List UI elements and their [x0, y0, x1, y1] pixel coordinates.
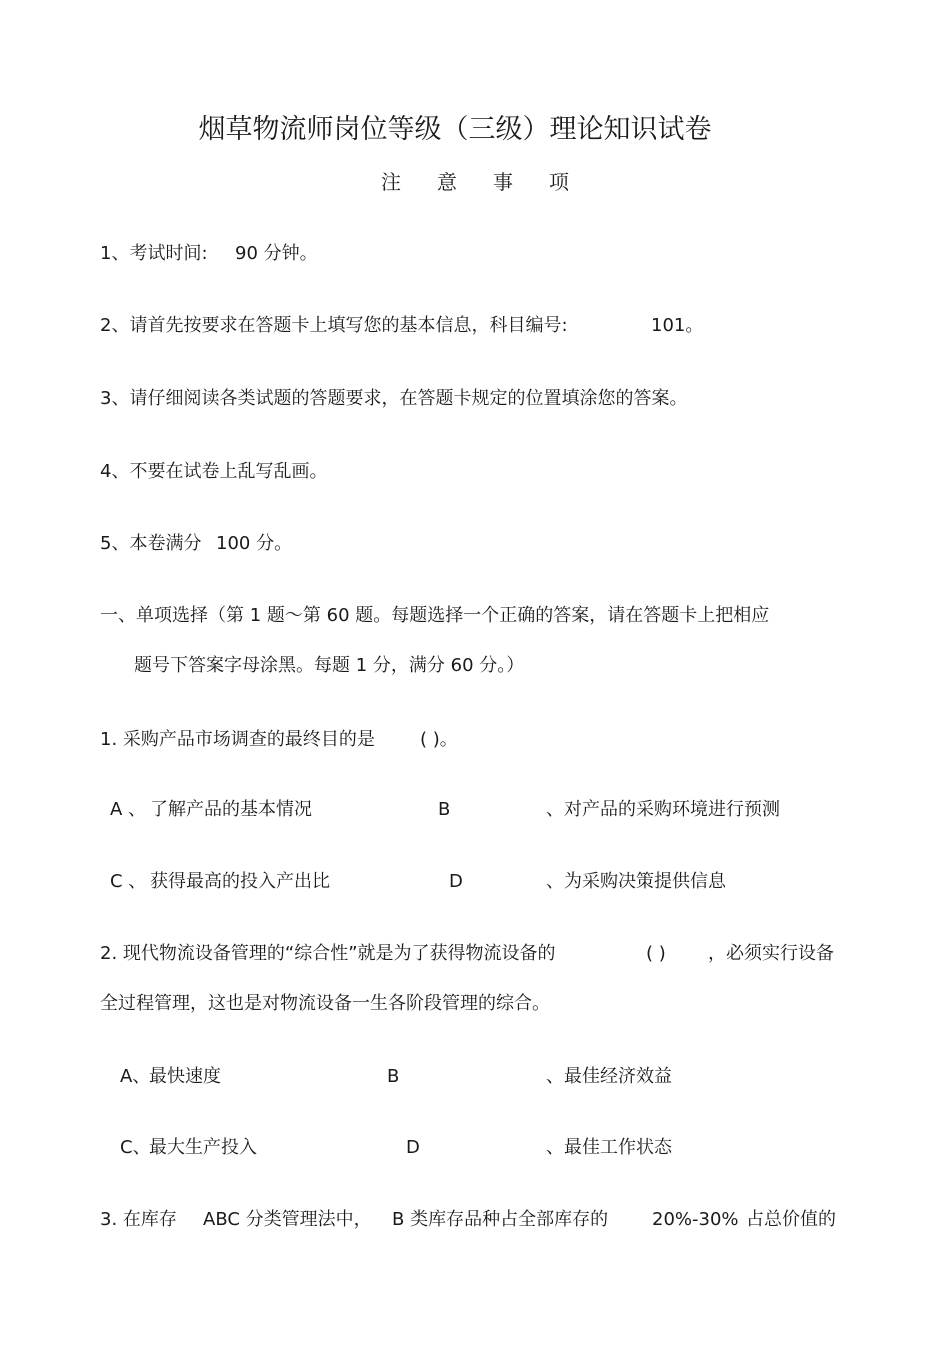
question-2-option-c-text: 最大生产投入: [149, 1137, 257, 1158]
notice-item-5-prefix: 5、本卷满分: [100, 533, 202, 554]
question-2-option-b-text: 、最佳经济效益: [546, 1066, 672, 1087]
question-2-stem: 2. 现代物流设备管理的“综合性”就是为了获得物流设备的: [100, 943, 556, 964]
notice-item-2-value: 101。: [651, 315, 704, 336]
question-1-option-b-text: 、对产品的采购环境进行预测: [546, 799, 780, 820]
question-2-stem-line2: 全过程管理，这也是对物流设备一生各阶段管理的综合。: [100, 993, 550, 1014]
section-heading-line1: 一、单项选择（第 1 题～第 60 题。每题选择一个正确的答案，请在答题卡上把相应: [100, 605, 770, 626]
question-2-option-b-key: B: [387, 1066, 400, 1087]
notice-item-3: 3、请仔细阅读各类试题的答题要求，在答题卡规定的位置填涂您的答案。: [100, 388, 688, 409]
notice-heading: [0, 169, 950, 195]
notice-item-5-value: 100 分。: [216, 533, 293, 554]
notice-item-1-prefix: 1、考试时间:: [100, 243, 208, 264]
notice-heading-char: 事: [493, 170, 513, 194]
question-1-blank: ( )。: [420, 729, 458, 750]
notice-item-4: 4、不要在试卷上乱写乱画。: [100, 461, 328, 482]
question-3-stem-part3: B 类库存品种占全部库存的: [392, 1209, 609, 1230]
question-3-stem-part1: 3. 在库存: [100, 1209, 177, 1230]
question-1-option-a-key: A 、: [110, 799, 147, 820]
question-2-option-d-text: 、最佳工作状态: [546, 1137, 672, 1158]
question-1-stem: 1. 采购产品市场调查的最终目的是: [100, 729, 375, 750]
notice-heading-char: 意: [437, 170, 457, 194]
question-1-option-c-text: 获得最高的投入产出比: [150, 871, 330, 892]
notice-item-1-value: 90 分钟。: [235, 243, 318, 264]
question-3-stem-part5: 占总价值的: [746, 1209, 836, 1230]
question-1-option-b-key: B: [438, 799, 451, 820]
question-1-option-a-text: 了解产品的基本情况: [150, 799, 312, 820]
notice-item-2-prefix: 2、请首先按要求在答题卡上填写您的基本信息，科目编号:: [100, 315, 568, 336]
question-2-option-a-key: A、: [120, 1066, 151, 1087]
question-2-blank: ( ): [646, 943, 666, 964]
question-3-stem-part4: 20%-30%: [652, 1209, 739, 1230]
notice-heading-char: 注: [381, 170, 401, 194]
page-title: 烟草物流师岗位等级（三级）理论知识试卷: [198, 114, 712, 145]
question-2-option-d-key: D: [406, 1137, 420, 1158]
question-3-stem-part2: ABC 分类管理法中，: [203, 1209, 372, 1230]
question-2-option-a-text: 最快速度: [149, 1066, 221, 1087]
question-1-option-c-key: C 、: [110, 871, 147, 892]
notice-heading-char: 项: [549, 170, 569, 194]
section-heading-line2: 题号下答案字母涂黑。每题 1 分，满分 60 分。）: [134, 655, 525, 676]
question-2-stem-tail: ，必须实行设备: [708, 943, 834, 964]
question-1-option-d-key: D: [449, 871, 463, 892]
question-2-option-c-key: C、: [120, 1137, 151, 1158]
question-1-option-d-text: 、为采购决策提供信息: [546, 871, 726, 892]
